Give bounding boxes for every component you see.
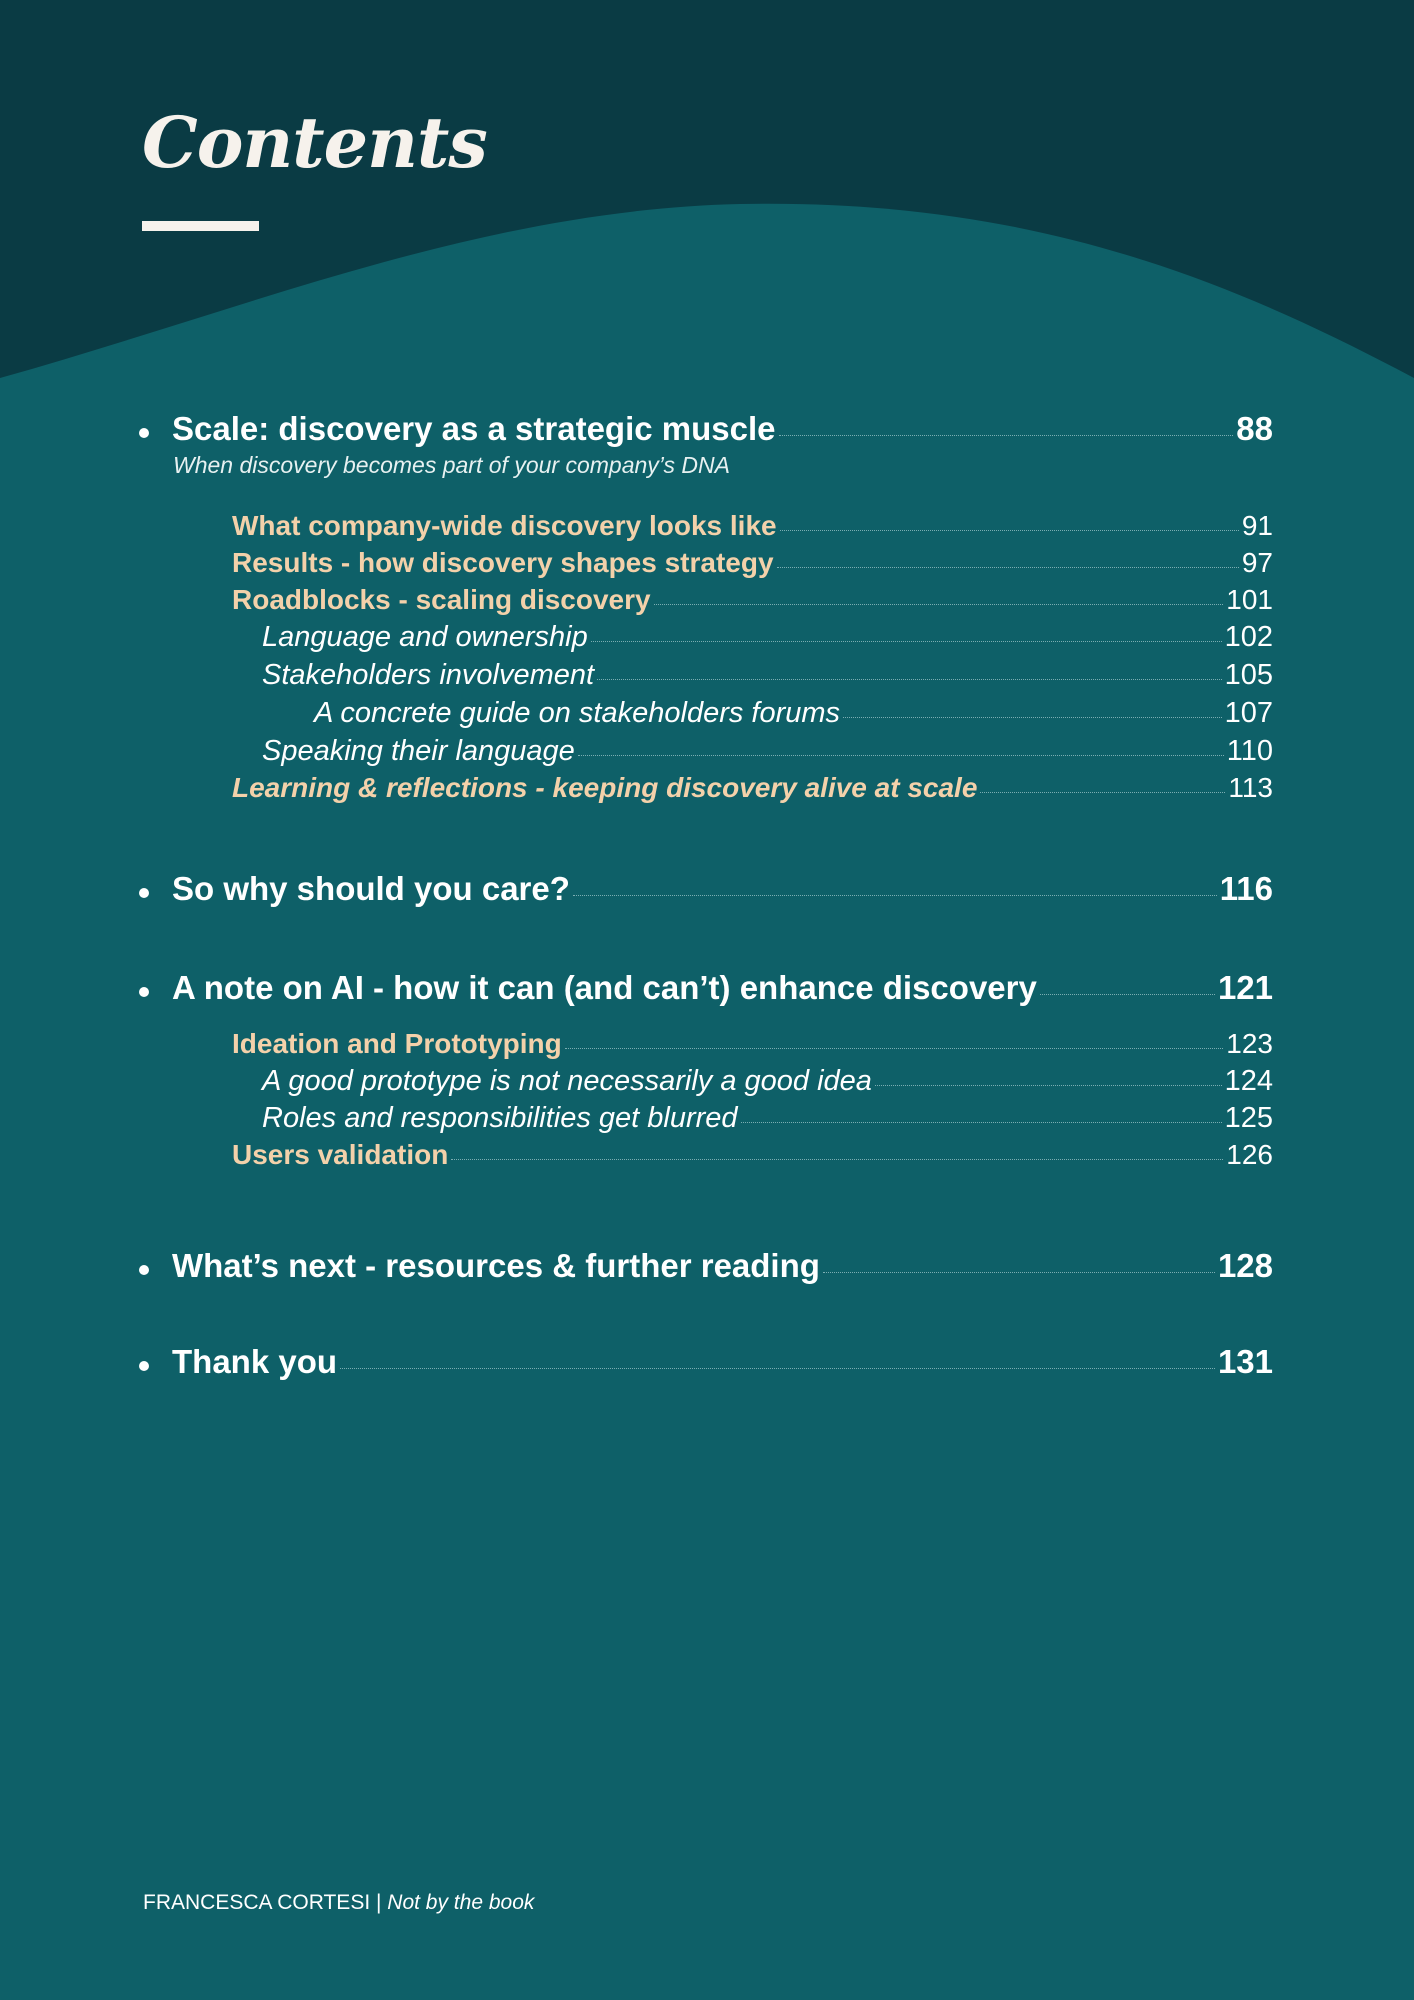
toc-entry-roadblocks[interactable] (232, 584, 1273, 616)
toc-entry-title: A note on AI - how it can (and can’t) enhance discovery (172, 969, 1037, 1006)
toc-entry-thank-you[interactable] (172, 1343, 1273, 1381)
dot-leader (780, 530, 1239, 531)
toc-entry-title: Thank you (172, 1343, 338, 1380)
dot-leader (823, 1272, 1215, 1273)
toc-entry-roles-responsibilities[interactable] (262, 1102, 1273, 1135)
toc-entry-company-wide[interactable] (232, 510, 1273, 542)
section-subtitle: When discovery becomes part of your company’s DNA (173, 452, 730, 478)
toc-entry-title: A good prototype is not necessarily a good idea (262, 1065, 872, 1097)
toc-entry-title: Scale: discovery as a strategic muscle (172, 410, 776, 447)
toc-entry-good-prototype[interactable] (262, 1065, 1273, 1098)
toc-entry-title: What company-wide discovery looks like (232, 510, 777, 541)
toc-entry-title: So why should you care? (172, 870, 570, 907)
dot-leader (597, 679, 1222, 680)
bullet-icon (139, 888, 149, 898)
toc-entry-page: 107 (1224, 697, 1273, 729)
toc-entry-title: What’s next - resources & further reading (172, 1247, 820, 1284)
toc-entry-title: Users validation (232, 1139, 449, 1170)
toc-entry-why-care[interactable] (172, 870, 1273, 908)
toc-entry-ai-note[interactable] (172, 969, 1273, 1007)
bullet-icon (139, 987, 149, 997)
toc-entry-page: 110 (1226, 735, 1273, 767)
toc-entry-page: 121 (1217, 969, 1273, 1006)
dot-leader (451, 1159, 1223, 1160)
toc-entry-title: Learning & reflections - keeping discovery alive at scale (232, 772, 978, 803)
toc-entry-language-ownership[interactable] (262, 621, 1273, 654)
toc-entry-whats-next[interactable] (172, 1247, 1273, 1285)
toc-entry-title: A concrete guide on stakeholders forums (314, 697, 841, 729)
toc-entry-speaking-language[interactable] (262, 735, 1273, 768)
toc-entry-page: 91 (1241, 510, 1273, 541)
footer-book-title: Not by the book (387, 1891, 535, 1914)
dot-leader (578, 755, 1224, 756)
toc-entry-page: 131 (1217, 1343, 1273, 1380)
toc-entry-page: 126 (1226, 1139, 1273, 1170)
dot-leader (565, 1048, 1224, 1049)
toc-entry-page: 113 (1228, 772, 1273, 803)
title-underline (142, 221, 259, 231)
dot-leader (573, 895, 1217, 896)
toc-entry-title: Roadblocks - scaling discovery (232, 584, 651, 615)
page-title: Contents (142, 101, 487, 184)
toc-entry-title: Stakeholders involvement (262, 659, 595, 691)
toc-entry-title: Roles and responsibilities get blurred (262, 1102, 738, 1134)
footer-separator: | (370, 1891, 388, 1914)
dot-leader (875, 1085, 1222, 1086)
toc-entry-page: 101 (1226, 584, 1273, 615)
dot-leader (980, 792, 1225, 793)
toc-entry-page: 97 (1241, 547, 1273, 578)
toc-entry-page: 105 (1224, 659, 1273, 691)
toc-entry-learning-reflections[interactable] (232, 772, 1273, 804)
toc-entry-page: 125 (1224, 1102, 1273, 1134)
toc-entry-title: Ideation and Prototyping (232, 1028, 562, 1059)
toc-entry-title: Language and ownership (262, 621, 588, 653)
page-footer (143, 1891, 534, 1915)
dot-leader (741, 1122, 1222, 1123)
toc-entry-title: Speaking their language (262, 735, 575, 767)
toc-entry-stakeholder-forums[interactable] (314, 697, 1273, 730)
toc-entry-users-validation[interactable] (232, 1139, 1273, 1171)
bullet-icon (139, 1361, 149, 1371)
toc-entry-page: 116 (1219, 870, 1273, 907)
dot-leader (654, 604, 1224, 605)
toc-entry-page: 88 (1236, 410, 1273, 447)
dot-leader (340, 1368, 1215, 1369)
bullet-icon (139, 1265, 149, 1275)
footer-author: FRANCESCA CORTESI (143, 1891, 371, 1914)
toc-entry-scale[interactable] (172, 410, 1273, 448)
toc-entry-page: 102 (1224, 621, 1273, 653)
dot-leader (1040, 994, 1215, 995)
toc-entry-stakeholders[interactable] (262, 659, 1273, 692)
dot-leader (591, 641, 1222, 642)
dot-leader (777, 567, 1239, 568)
bullet-icon (139, 428, 149, 438)
header-wave-background (0, 0, 1414, 400)
toc-entry-title: Results - how discovery shapes strategy (232, 547, 774, 578)
dot-leader (843, 717, 1222, 718)
toc-entry-results[interactable] (232, 547, 1273, 579)
toc-entry-ideation-prototyping[interactable] (232, 1028, 1273, 1060)
toc-entry-page: 124 (1224, 1065, 1273, 1097)
toc-entry-page: 128 (1217, 1247, 1273, 1284)
toc-entry-page: 123 (1226, 1028, 1273, 1059)
dot-leader (779, 435, 1234, 436)
